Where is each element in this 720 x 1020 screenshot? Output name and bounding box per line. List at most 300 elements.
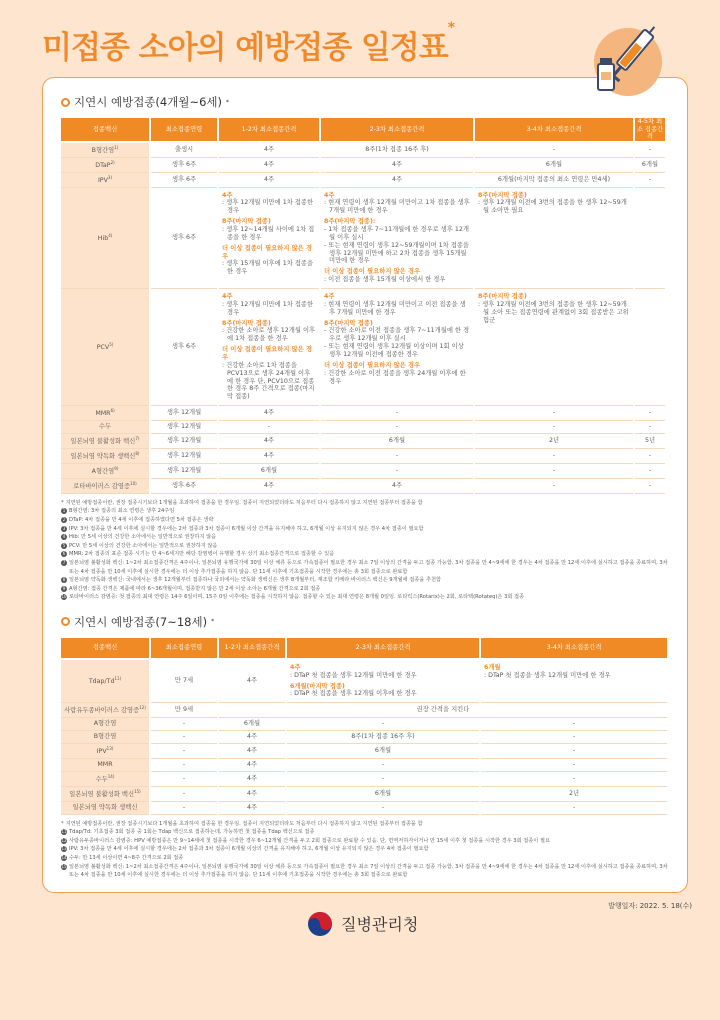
interval-cell: 4주	[321, 158, 473, 173]
interval-cell: 생후 12개월	[151, 421, 217, 434]
interval-cell: -	[151, 718, 217, 731]
footnote-number-badge: 11	[61, 829, 67, 835]
min-age-cell: 생후 6주	[151, 289, 217, 406]
vaccine-name-cell	[61, 188, 149, 289]
agency-name: 질병관리청	[341, 915, 419, 935]
footnote-text: 일본뇌염 불활성화 백신: 1~2차 최소접종간격은 4주이나, 일본뇌염 유행국가에 30일 이상 체류 등으로 가속접종이 필요한 경우 최소 7일 이상의 간격을 두고 접종 가능함. 3차 접종을 만 4~9세에 한 경우는 4차 접종을 만 12세 이후에 실시하고 접종을 종료하며, 3차 또는 4차 접종을 만 10세 이후에 실시한 경우에는 더 이상 추가접종을 하지 않음. 단 11세 이후에 기초접종을 시작한 경우에는 총 3회 접종으로 완료함	[69, 863, 668, 879]
footnote-marker: *	[61, 820, 64, 827]
interval-cell: 4주	[219, 744, 285, 759]
condition-text: : DTaP 첫 접종을 생후 12개월 미만에 한 경우	[290, 671, 417, 679]
column-header: 접종백신	[61, 638, 149, 660]
condition-text: - 또는 현재 연령이 생후 12~59개월이며 1차 접종을 생후 12개월 미만에 하고 2차 접종을 생후 15개월 미만에 한 경우	[324, 241, 469, 265]
condition-block	[290, 664, 476, 680]
header-row	[61, 638, 667, 660]
table-row	[61, 772, 667, 787]
condition-block	[484, 664, 664, 680]
footnote-number-badge: 3	[62, 525, 66, 531]
interval-detail-cell	[287, 660, 479, 703]
interval-cell: -	[321, 421, 473, 434]
ring-bullet-icon	[61, 98, 70, 107]
footnote-ref: 4)	[108, 232, 113, 238]
interval-cell: 4주	[219, 173, 319, 188]
interval-cell: 생후 6주	[151, 158, 217, 173]
vaccine-name: 일본뇌염 불활성화 백신	[69, 790, 135, 798]
footnote	[61, 585, 671, 594]
condition-block	[478, 192, 630, 216]
section1-footnotes	[61, 499, 671, 602]
condition-block	[222, 218, 316, 242]
vaccine-name: 수두	[95, 775, 108, 783]
interval-cell: -	[635, 143, 665, 158]
vaccine-name-cell	[61, 787, 149, 802]
footnote-ref: 13)	[106, 745, 114, 751]
condition-block	[222, 192, 316, 216]
vaccine-name: IPV	[97, 176, 108, 184]
interval-cell: 4주	[219, 143, 319, 158]
vaccine-name-cell	[61, 421, 149, 434]
footnote-ref: 12)	[139, 705, 146, 711]
footnote-number-badge: 10	[61, 594, 67, 600]
interval-heading: 더 이상 접종이 필요하지 않은 경우	[222, 346, 313, 361]
footnote-ref: 11)	[114, 676, 122, 682]
vaccine-name-cell	[61, 479, 149, 494]
condition-text: - 건강한 소아로 이전 접종을 생후 7~11개월에 한 경우로 생후 12개월 이후 실시	[324, 327, 470, 343]
footnote-ref: 3)	[107, 174, 113, 180]
interval-cell: -	[321, 406, 473, 421]
section2-title-text: 지연시 예방접종(7~18세)	[74, 614, 208, 629]
condition-block	[222, 320, 316, 344]
table-row	[61, 731, 667, 744]
condition-text: - 또는 현재 연령이 생후 12개월 이상이며 1회 이상 생후 12개월 이전에 접종한 경우	[324, 343, 464, 358]
footnote	[61, 828, 671, 837]
interval-heading: 8주(마지막 접종)	[478, 191, 527, 199]
vaccine-name-cell	[61, 703, 149, 718]
interval-cell: -	[635, 464, 665, 479]
interval-cell: 4주	[219, 787, 285, 802]
footnote-ref: 14)	[107, 773, 115, 779]
condition-block	[324, 362, 470, 386]
interval-cell: -	[475, 421, 633, 434]
footnote-text: 일본뇌염 약독화 생백신: 국내에서는 생후 12개월부터 접종하나 국외에서는 약독화 생백신은 생후 8개월부터, 재조합 키메라 바이러스 백신은 9개월에 접종을 추천함	[69, 577, 442, 584]
condition-text: : 생후 12개월 미만에 1차 접종한 경우	[222, 300, 314, 316]
interval-heading: 8주(마지막 접종)	[324, 319, 373, 327]
interval-heading: 4주	[222, 292, 233, 300]
interval-cell: 6개월	[635, 158, 665, 173]
footnote	[61, 525, 671, 534]
interval-cell: 4주	[321, 479, 473, 494]
interval-cell: 4주	[219, 406, 319, 421]
interval-cell: -	[151, 787, 217, 802]
footnote-ref: 1)	[114, 144, 119, 150]
vaccine-name-cell	[61, 802, 149, 815]
header-row	[61, 118, 665, 143]
column-header: 2-3차 최소접종간격	[321, 118, 473, 143]
footnote	[61, 576, 671, 585]
vaccine-name-cell	[61, 143, 149, 158]
condition-text: : 건강한 소아로 생후 12개월 이후에 1차 접종을 한 경우	[222, 327, 316, 343]
table-row	[61, 173, 665, 188]
footnote-text: A형간염: 접종 간격은 제품에 따라 6~36개월이며, 접종받지 않은 만 2세 이상 소아는 6개월 간격으로 2회 접종	[69, 585, 321, 592]
condition-text: : 건강한 소아로 이전 접종을 생후 24개월 이후에 한 경우	[324, 369, 466, 385]
interval-cell: -	[635, 479, 665, 494]
vaccine-name: MMR	[95, 410, 111, 418]
interval-cell: 6개월	[475, 158, 633, 173]
section-gap	[61, 602, 669, 614]
footnote-number-badge: 14	[61, 854, 67, 860]
table-row	[61, 158, 665, 173]
vaccine-name: 사람유두종바이러스 감염증	[64, 707, 140, 715]
vaccine-name-cell	[61, 731, 149, 744]
interval-cell: -	[151, 731, 217, 744]
footnote-text: PCV: 만 5세 이상의 건강한 소아에서는 일반적으로 권장하지 않음	[69, 542, 218, 549]
table-row	[61, 143, 665, 158]
interval-cell: -	[287, 759, 479, 772]
condition-block	[324, 192, 470, 216]
interval-cell: -	[481, 802, 667, 815]
title-mark: *	[447, 20, 455, 36]
interval-cell: -	[481, 744, 667, 759]
table-row	[61, 449, 665, 464]
footnote	[61, 593, 671, 602]
condition-text: : 건강한 소아로 1차 접종을 PCV13으로 생후 24개월 이후에 한 경우 단, PCV10으로 접종한 경우 8주 간격으로 접종(마지막 접종)	[222, 361, 315, 401]
vaccine-name: B형간염	[93, 733, 117, 741]
interval-cell: 4주	[219, 759, 285, 772]
interval-cell: -	[475, 449, 633, 464]
interval-cell: 8주(1차 접종 16주 후)	[287, 731, 479, 744]
interval-cell: 4주	[219, 660, 285, 703]
interval-heading: 6개월(마지막 접종)	[290, 682, 345, 690]
condition-block	[222, 293, 316, 317]
column-header: 최소접종연령	[151, 118, 217, 143]
condition-text: : 생후 12개월 이전에 3번의 접종을 한 생후 12~59개월 소아 또는 접종연령에 관계없이 3회 접종받은 고위험군	[478, 300, 629, 324]
column-header: 최소접종연령	[151, 638, 217, 660]
interval-heading: 4주	[222, 191, 233, 199]
interval-cell: -	[481, 772, 667, 787]
page-title	[42, 22, 454, 67]
interval-cell: -	[151, 744, 217, 759]
interval-cell: -	[481, 718, 667, 731]
interval-heading: 8주(마지막 접종)	[222, 218, 271, 226]
footnote-number-badge: 4	[62, 534, 66, 540]
footnote-ref: 2)	[110, 159, 115, 165]
vaccine-name-cell	[61, 464, 149, 479]
footnote-ref: 15)	[134, 788, 141, 794]
interval-heading: 6개월	[484, 663, 501, 671]
interval-cell: 4주	[219, 158, 319, 173]
table-row	[61, 703, 667, 718]
footnote-text: DTaP: 4차 접종을 만 4세 이후에 접종하였다면 5차 접종은 생략	[69, 516, 214, 523]
vaccine-name: 일본뇌염 약독화 생백신	[70, 452, 136, 460]
footnote	[61, 516, 671, 525]
table-row	[61, 464, 665, 479]
vaccine-name-cell	[61, 759, 149, 772]
interval-cell: 생후 6주	[151, 479, 217, 494]
condition-text: : 현재 연령이 생후 12개월 미만이고 이전 접종을 생후 7개월 미만에 한 경우	[324, 300, 466, 316]
interval-heading: 8주(마지막 접종):	[324, 218, 376, 226]
table-row	[61, 718, 667, 731]
issue-date: 발행일자: 2022. 5. 18(수)	[608, 901, 692, 910]
agency-logo	[307, 911, 418, 937]
footnote	[61, 533, 671, 542]
interval-cell: -	[481, 759, 667, 772]
section2-footnotes	[61, 820, 671, 880]
footnote-number-badge: 12	[61, 837, 67, 843]
interval-cell: 2년	[475, 434, 633, 449]
footnote	[61, 854, 671, 863]
title-text: 미접종 소아의 예방접종 일정표	[42, 30, 448, 66]
column-header: 3-4차 최소접종간격	[475, 118, 633, 143]
footnote	[61, 499, 671, 508]
vaccine-name-cell	[61, 449, 149, 464]
table-row	[61, 406, 665, 421]
interval-cell: -	[287, 772, 479, 787]
vaccine-name-cell	[61, 158, 149, 173]
footnote	[61, 863, 671, 880]
interval-cell: -	[475, 479, 633, 494]
interval-cell: -	[475, 406, 633, 421]
table-row	[61, 759, 667, 772]
interval-cell: 4주	[219, 802, 285, 815]
condition-block	[290, 683, 476, 699]
interval-heading: 8주(마지막 접종)	[478, 292, 527, 300]
vaccine-name: PCV	[96, 344, 110, 352]
table-row	[61, 744, 667, 759]
interval-cell: 4주	[321, 173, 473, 188]
condition-block	[222, 346, 316, 401]
footer	[42, 899, 692, 945]
section2-mark: *	[211, 618, 215, 626]
footnote-text: MMR: 2차 접종의 표준 접종 시기는 만 4~6세지만 해당 감염병이 유행할 경우 상기 최소접종간격으로 접종할 수 있음	[69, 551, 335, 558]
footnote-number-badge: 6	[62, 551, 66, 557]
interval-heading: 4주	[290, 663, 301, 671]
column-header: 4-5차 최소 접종간격	[635, 118, 665, 143]
ring-bullet-icon	[61, 617, 70, 626]
footnote-marker: *	[61, 499, 64, 506]
column-header: 1-2차 최소접종간격	[219, 118, 319, 143]
interval-detail-cell	[321, 188, 473, 289]
interval-cell: 6개월	[287, 787, 479, 802]
vaccine-name-cell	[61, 434, 149, 449]
interval-detail-cell	[219, 188, 319, 289]
vaccine-name-cell	[61, 660, 149, 703]
vaccine-name: 일본뇌염 불활성화 백신	[70, 438, 136, 446]
vaccine-name: 일본뇌염 약독화 생백신	[72, 803, 138, 811]
syringe-vial-illustration	[588, 18, 668, 98]
min-age-cell: 생후 6주	[151, 188, 217, 289]
condition-block	[222, 245, 316, 276]
vaccine-name-cell	[61, 772, 149, 787]
interval-cell: 생후 6주	[151, 173, 217, 188]
footnote-ref: 9)	[114, 465, 119, 471]
footnote	[61, 820, 671, 829]
column-header: 3-4차 최소접종간격	[481, 638, 667, 660]
footnote	[61, 542, 671, 551]
condition-text: : DTaP 첫 접종을 생후 12개월 미만에 한 경우	[484, 671, 611, 679]
footnote-text: Hib: 만 5세 이상의 건강한 소아에서는 일반적으로 권장하지 않음	[69, 534, 217, 541]
footnote-text: 수두: 만 13세 이상이면 4~8주 간격으로 2회 접종	[69, 854, 184, 861]
interval-cell: -	[219, 421, 319, 434]
schedule-card	[42, 77, 688, 893]
vaccine-name: A형간염	[93, 720, 117, 728]
interval-cell: 6개월	[321, 434, 473, 449]
interval-cell: 6개월	[219, 718, 285, 731]
vaccine-name-cell	[61, 173, 149, 188]
interval-detail-cell	[475, 188, 633, 289]
condition-text: : 이전 접종을 생후 15개월 이상에서 한 경우	[324, 276, 446, 284]
interval-cell: 4주	[219, 449, 319, 464]
interval-cell: -	[287, 802, 479, 815]
footnote-number-badge: 7	[62, 559, 66, 565]
footnote	[61, 837, 671, 846]
interval-cell-empty	[635, 289, 665, 406]
interval-cell: -	[151, 759, 217, 772]
table-row	[61, 802, 667, 815]
section1-title-text: 지연시 예방접종(4개월~6세)	[74, 95, 222, 109]
footnote-text: Tdap/Td: 기초접종 3회 접종 중 1회는 Tdap 백신으로 접종하는데, 가능하면 첫 접종을 Tdap 백신으로 접종	[69, 829, 315, 836]
taegeuk-logo-icon	[307, 911, 333, 937]
vaccine-name: MMR	[97, 760, 113, 768]
footnote	[61, 550, 671, 559]
interval-heading: 더 이상 접종이 필요하지 않은 경우	[324, 268, 421, 276]
condition-text: : 생후 12~14개월 사이에 1차 접종을 한 경우	[222, 225, 315, 241]
vaccine-name: 수두	[98, 423, 112, 431]
interval-cell: 생후 12개월	[151, 406, 217, 421]
interval-cell: 출생시	[151, 143, 217, 158]
vaccine-name: B형간염	[91, 146, 115, 154]
footnote-text: 지연된 예방접종이란, 권장 접종시기보다 1개월을 초과하여 접종을 한 경우임. 접종이 지연되었더라도 처음부터 다시 접종하지 않고 지연된 접종부터 접종을 함	[65, 499, 423, 506]
condition-block	[478, 293, 630, 324]
interval-cell: 6개월(마지막 접종의 최소 연령은 만4세)	[475, 173, 633, 188]
table-row	[61, 787, 667, 802]
condition-block	[324, 320, 470, 359]
interval-heading: 4주	[324, 292, 335, 300]
section1-title	[61, 94, 669, 110]
interval-cell: 4주	[219, 731, 285, 744]
footnote-text: 로타바이러스 감염증: 첫 접종의 최대 연령은 14주 6일이며, 15주 0일 이후에는 접종을 시작하지 않음. 접종할 수 있는 최대 연령은 8개월 0일임. 로타릭스(Rotarix)는 2회, 로타텍(Rotateq)은 3회 접종	[69, 594, 525, 601]
interval-cell: -	[481, 731, 667, 744]
interval-cell: -	[321, 449, 473, 464]
interval-cell: 4주	[219, 479, 319, 494]
table-4mo-6yr	[59, 118, 667, 494]
interval-cell: 4주	[219, 434, 319, 449]
interval-cell: -	[321, 464, 473, 479]
footnote-number-badge: 9	[62, 585, 66, 591]
footnote-number-badge: 2	[62, 516, 66, 522]
interval-heading: 8주(마지막 접종)	[222, 319, 271, 327]
interval-cell: 생후 12개월	[151, 434, 217, 449]
column-header: 2-3차 최소접종간격	[287, 638, 479, 660]
footnote	[61, 507, 671, 516]
page-body	[42, 77, 692, 945]
footnote	[61, 559, 671, 576]
table-row	[61, 479, 665, 494]
interval-cell: -	[635, 406, 665, 421]
footnote-ref: 6)	[110, 408, 115, 414]
vaccine-name: Hib	[97, 234, 109, 242]
interval-cell: -	[635, 421, 665, 434]
footnote-text: 사람유두종바이러스 감염증: HPV 예방접종은 만 9~14세에 첫 접종을 시작한 경우 6~12개월 간격을 두고 2회 접종으로 완료할 수 있음. 단, 면역저하자이거나 만 15세 이후 첫 접종을 시작한 경우 3회 접종이 필요	[69, 837, 550, 844]
interval-cell: -	[475, 143, 633, 158]
interval-heading: 4주	[324, 191, 335, 199]
vaccine-name-cell	[61, 406, 149, 421]
condition-text: : 생후 12개월 이전에 3번의 접종을 한 생후 12~59개월 소아만 필요	[478, 199, 627, 215]
interval-heading: 더 이상 접종이 필요하지 않은 경우	[222, 244, 313, 260]
footnote-ref: 5)	[109, 342, 114, 348]
footnote-text: IPV: 3차 접종을 만 4세 이후에 실시할 경우에는 2차 접종과 3차 접종이 6개월 이상 간격을 유지해야 하고, 6개월 이상 유지되지 않은 경우 4차 접종이 필요함	[69, 525, 424, 532]
vaccine-name: A형간염	[91, 467, 115, 475]
table-row	[61, 289, 665, 406]
interval-cell: 5년	[635, 434, 665, 449]
condition-text: : 현재 연령이 생후 12개월 미만이고 1차 접종을 생후 7개월 미만에 한 경우	[324, 199, 470, 215]
interval-cell: 8주(1차 접종 16주 후)	[321, 143, 473, 158]
footnote-ref: 7)	[135, 435, 140, 441]
section1-mark: *	[226, 98, 229, 106]
footnote-ref: 10)	[130, 480, 137, 486]
footnote-text: IPV: 3차 접종을 만 4세 이후에 실시할 경우에는 2차 접종과 3차 접종이 6개월 이상의 간격을 유지해야 하고, 6개월 이상 유지되지 않은 경우 4차 접종이 필요함	[69, 846, 429, 853]
condition-text: : DTaP 첫 접종을 생후 12개월 이후에 한 경우	[290, 690, 417, 698]
footnote-number-badge: 5	[62, 542, 66, 548]
interval-cell: -	[151, 802, 217, 815]
interval-detail-cell	[219, 289, 319, 406]
footnote-number-badge: 15	[61, 863, 67, 869]
footnote	[61, 845, 671, 854]
column-header: 접종백신	[61, 118, 149, 143]
interval-heading: 더 이상 접종이 필요하지 않은 경우	[324, 361, 421, 369]
interval-cell: -	[635, 173, 665, 188]
vaccine-name: 로타바이러스 감염증	[73, 482, 131, 490]
condition-text: - 1차 접종을 생후 7~11개월에 한 경우로 생후 12개월 이후 실시	[324, 225, 469, 241]
interval-cell: 2년	[481, 787, 667, 802]
table-row	[61, 434, 665, 449]
footnote-text: 지연된 예방접종이란, 권장 접종시기보다 1개월을 초과하여 접종을 한 경우임. 접종이 지연되었더라도 처음부터 다시 접종하지 않고 지연된 접종부터 접종을 함	[65, 820, 423, 827]
interval-cell: -	[287, 718, 479, 731]
table-row	[61, 660, 667, 703]
vaccine-name: DTaP	[95, 161, 111, 169]
section2-title	[61, 614, 669, 630]
interval-cell: 4주	[219, 772, 285, 787]
interval-cell: 6개월	[219, 464, 319, 479]
interval-detail-cell	[321, 289, 473, 406]
column-header: 1-2차 최소접종간격	[219, 638, 285, 660]
footnote-text: 일본뇌염 불활성화 백신: 1~2차 최소접종간격은 4주이나, 일본뇌염 유행국가에 30일 이상 체류 등으로 가속접종이 필요한 경우 최소 7일 이상의 간격을 두고 접종 가능함. 3차 접종을 만 4~9세에 한 경우는 4차 접종을 만 12세 이후에 실시하고 접종을 종료하며, 3차 또는 4차 접종을 만 10세 이후에 실시한 경우에는 더 이상 추가접종을 하지 않음. 단 11세 이후에 기초접종을 시작한 경우에는 총 3회 접종으로 완료함	[69, 559, 668, 575]
condition-text: : 생후 15개월 이후에 1차 접종을 한 경우	[222, 260, 314, 276]
footnote-number-badge: 13	[61, 846, 67, 852]
interval-cell-empty	[635, 188, 665, 289]
interval-cell: 6개월	[287, 744, 479, 759]
vaccine-name-cell	[61, 718, 149, 731]
vaccine-name-cell	[61, 289, 149, 406]
condition-block	[324, 293, 470, 317]
vaccine-name: Tdap/Td	[88, 678, 115, 686]
condition-text: : 생후 12개월 미만에 1차 접종한 경우	[222, 199, 314, 215]
table-row	[61, 421, 665, 434]
footnote-ref: 8)	[135, 450, 140, 456]
condition-block	[324, 268, 470, 284]
min-age-cell: 만 7세	[151, 660, 217, 703]
footnote-number-badge: 1	[62, 508, 66, 514]
table-row	[61, 188, 665, 289]
vaccine-name: IPV	[96, 748, 107, 756]
min-age-cell: 만 9세	[151, 703, 217, 718]
interval-detail-cell	[481, 660, 667, 703]
interval-cell: 생후 12개월	[151, 464, 217, 479]
interval-detail-cell	[475, 289, 633, 406]
condition-block	[324, 218, 470, 265]
footnote-text: B형간염: 3차 접종의 최소 연령은 생후 24주임	[69, 508, 175, 515]
interval-cell: -	[635, 449, 665, 464]
interval-cell: 생후 12개월	[151, 449, 217, 464]
footnote-number-badge: 8	[62, 577, 66, 583]
